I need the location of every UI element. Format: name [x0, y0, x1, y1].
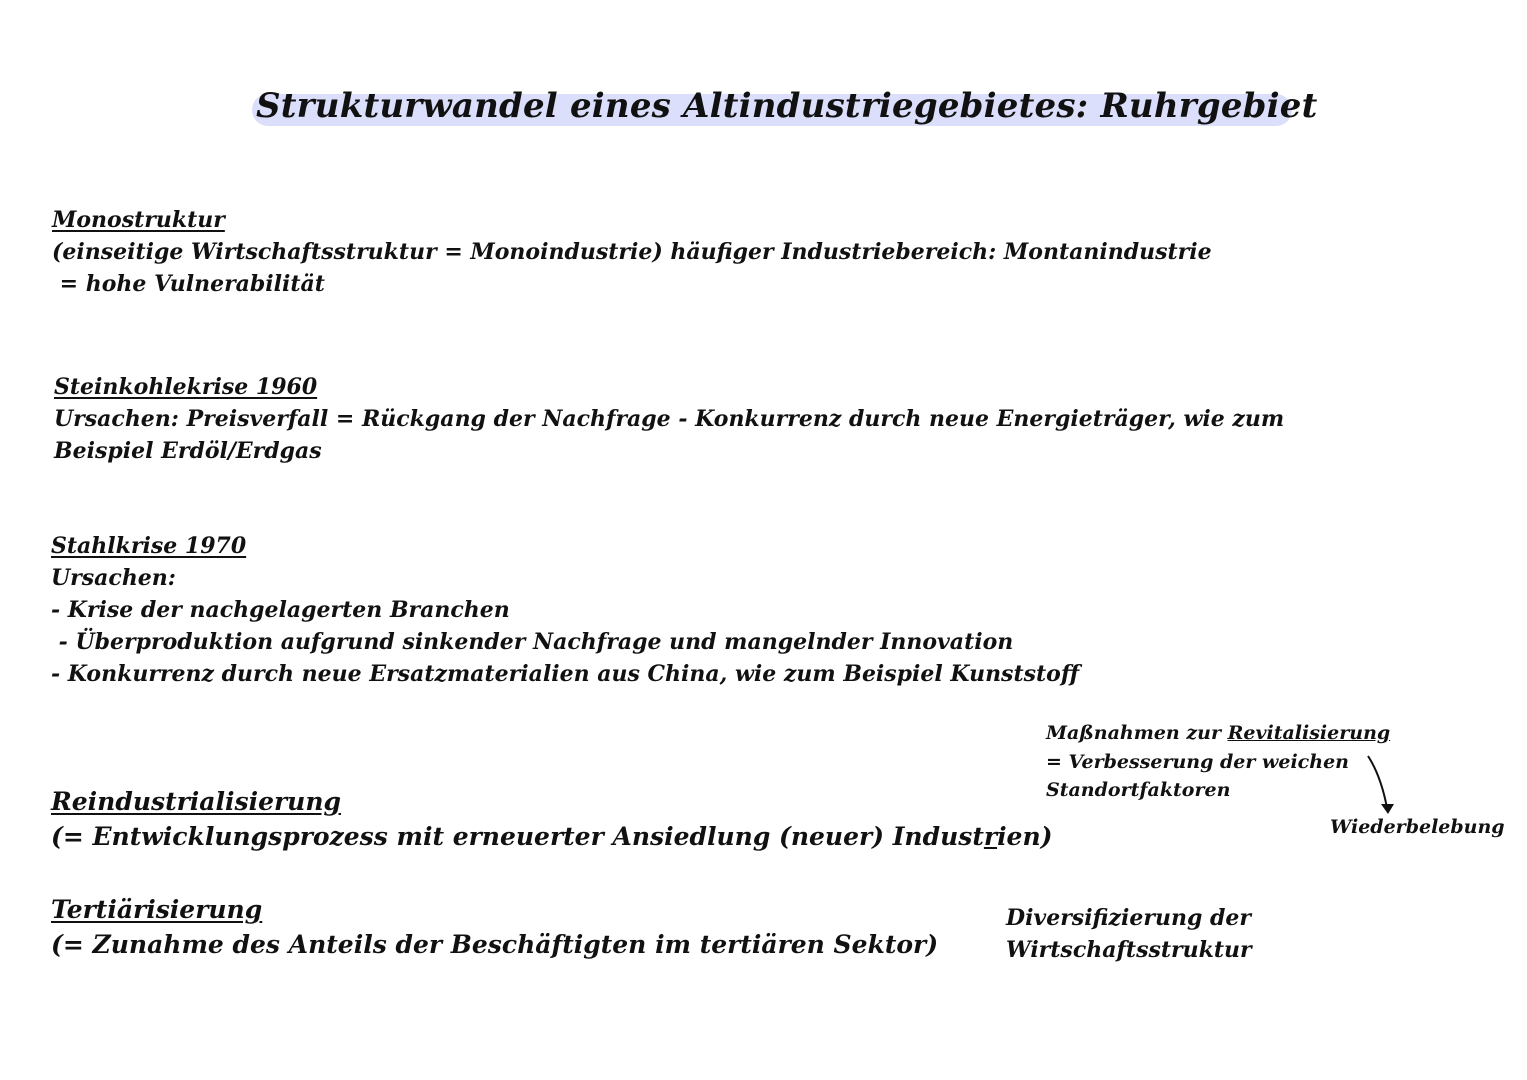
definition-r-underlined: r	[983, 822, 998, 851]
revitalisierung-result: Wiederbelebung	[1330, 816, 1505, 838]
revitalisierung-keyword: Revitalisierung	[1227, 722, 1391, 744]
definition-t: t	[972, 822, 984, 851]
diversifizierung-line-2: Wirtschaftsstruktur	[1006, 937, 1252, 963]
revitalisierung-heading	[1046, 722, 1390, 744]
revitalisierung-prefix: Maßnahmen zur	[1046, 722, 1228, 744]
steinkohlekrise-line-1: Ursachen: Preisverfall = Rückgang der Nachfrage - Konkurrenz durch neue Energieträger, wie zum	[54, 406, 1285, 432]
page-title: Strukturwandel eines Altindustriegebietes: Ruhrgebiet	[256, 86, 1318, 126]
definition-prefix: (= Entwicklungsprozess mit erneuerter Ansiedlung (neuer) Indus	[51, 822, 973, 851]
section-heading-stahlkrise: Stahlkrise 1970	[51, 533, 247, 559]
section-heading-reindustrialisierung: Reindustrialisierung	[51, 787, 341, 816]
arrow-down-icon	[1365, 752, 1405, 822]
definition-suffix: ien)	[997, 822, 1053, 851]
revitalisierung-line-1: = Verbesserung der weichen	[1046, 751, 1349, 773]
monostruktur-line-1: (einseitige Wirtschaftsstruktur = Monoindustrie) häufiger Industriebereich: Montanindustrie	[52, 239, 1212, 265]
diversifizierung-line-1: Diversifizierung der	[1006, 905, 1251, 931]
section-heading-monostruktur: Monostruktur	[52, 207, 225, 233]
revitalisierung-line-2: Standortfaktoren	[1046, 779, 1231, 801]
reindustrialisierung-definition	[51, 822, 1052, 851]
steinkohlekrise-line-2: Beispiel Erdöl/Erdgas	[54, 438, 322, 464]
stahlkrise-line-2: - Krise der nachgelagerten Branchen	[51, 597, 510, 623]
monostruktur-line-2: = hohe Vulnerabilität	[52, 271, 325, 297]
stahlkrise-line-4: - Konkurrenz durch neue Ersatzmaterialien aus China, wie zum Beispiel Kunststoff	[51, 661, 1080, 687]
tertiaerisierung-definition: (= Zunahme des Anteils der Beschäftigten im tertiären Sektor)	[51, 930, 939, 959]
section-heading-tertiaerisierung: Tertiärisierung	[51, 895, 263, 924]
stahlkrise-line-1: Ursachen:	[51, 565, 176, 591]
title-block	[252, 86, 1318, 126]
stahlkrise-line-3: - Überproduktion aufgrund sinkender Nachfrage und mangelnder Innovation	[51, 629, 1014, 655]
section-heading-steinkohlekrise: Steinkohlekrise 1960	[54, 374, 318, 400]
